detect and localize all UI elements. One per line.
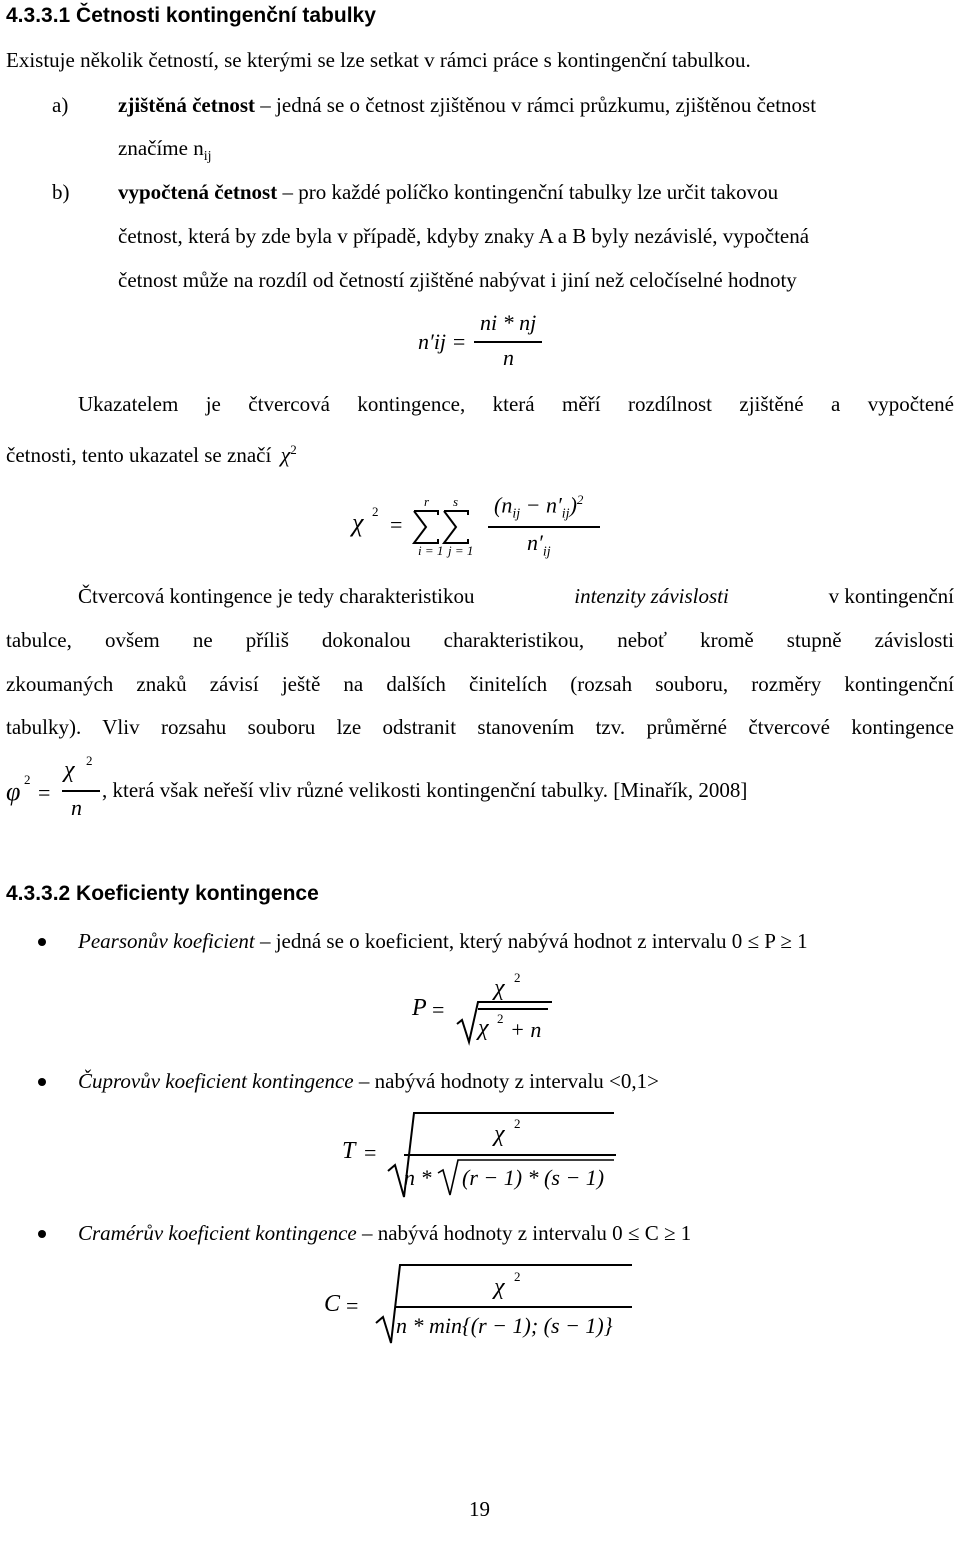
cuprov-fraction-bar [404,1154,616,1156]
item-a-line1-rest: – jedná se o četnost zjištěnou v rámci průzkumu, zjištěnou četnost [260,93,817,117]
formula-phi-text: , která však neřeší vliv různé velikosti kontingenční tabulky. [Minařík, 2008] [102,778,748,802]
ctv-line1-b: v kontingenční [828,584,954,608]
cuprov-formula-lhs: T [342,1138,356,1164]
intro-paragraph: Existuje několik četností, se kterými se lze setkat v rámci práce s kontingenční tabulkou. [6,48,751,72]
pearson-formula-lhs: P [412,995,427,1021]
formula-chi-fraction-bar [488,526,600,528]
cuprov-numerator: χ [494,1121,505,1147]
formula-chi-numerator [494,492,583,523]
cramer-name: Cramérův koeficient kontingence [78,1221,357,1245]
cuprov-formula-equals: = [364,1140,377,1165]
cuprov-name: Čuprovův koeficient kontingence [78,1069,354,1093]
formula-phi-denominator: n [71,795,82,820]
ctv-line1-em: intenzity závislosti [574,584,729,608]
item-b-term: vypočtená četnost [118,180,278,204]
cramer-denominator: n * min{(r − 1); (s − 1)} [396,1313,613,1338]
numerator-sub2: ij [561,506,570,522]
cramer-fraction-bar [396,1306,632,1308]
formula-nij-fraction-bar [474,341,542,343]
ctv-paragraph-line3: zkoumaných znaků závisí ještě na dalších činitelích (rozsah souboru, rozměry kontingenční [6,672,954,696]
denominator-part: n′ [527,530,543,555]
cramer-numerator-exp: 2 [514,1269,521,1284]
pearson-text: – jedná se o koeficient, který nabývá hodnot z intervalu 0 ≤ P ≥ 1 [259,929,808,953]
formula-chi-lhs-exp: 2 [372,504,379,519]
item-b-line2: četnost, která by zde byla v případě, kdyby znaky A a B byly nezávislé, vypočtená [118,224,810,248]
formula-phi-equals: = [38,780,51,805]
item-a-line1 [118,93,816,117]
cramer-text: – nabývá hodnoty z intervalu 0 ≤ C ≥ 1 [361,1221,692,1245]
pearson-fraction-bar [478,1008,548,1010]
bullet-icon [38,938,46,946]
bullet-icon [38,1078,46,1086]
cuprov-denominator-pre: n * [404,1165,432,1190]
formula-chi-denominator [527,530,551,560]
cramer-numerator: χ [494,1274,505,1300]
sum1-upper-limit: r [424,494,430,509]
bullet-icon [38,1230,46,1238]
sum2-lower-limit: j = 1 [448,543,474,558]
numerator-exp: 2 [576,492,584,507]
item-b-line3: četnost může na rozdíl od četností zjištěné nabývat i jiní než celočíselné hodnoty [118,268,797,292]
formula-phi-numerator: χ [64,757,75,783]
pearson-numerator-exp: 2 [514,970,521,985]
formula-phi-lhs: φ [6,777,21,806]
formula-chi-equals: = [390,512,403,537]
denominator-sub: ij [542,544,551,560]
sum2-upper-limit: s [453,494,459,509]
item-b-line1 [118,180,778,204]
cramer-line [78,1221,691,1245]
item-b-line1-rest: – pro každé políčko kontingenční tabulky lze určit takovou [282,180,779,204]
numerator-end: ) [569,492,577,518]
cuprov-line [78,1069,659,1093]
pearson-formula-equals: = [432,997,445,1022]
item-a-line2-sub: ij [203,149,212,165]
pearson-name: Pearsonův koeficient [78,929,255,953]
cramer-formula-equals: = [346,1293,359,1318]
chi-symbol: χ [280,442,291,467]
numerator-sub1: ij [512,506,521,522]
chi-symbol-exp: 2 [290,442,297,457]
chi-paragraph-line2 [6,438,297,467]
item-a-line2-pre: značíme n [118,136,204,160]
cuprov-numerator-exp: 2 [514,1116,521,1131]
formula-phi-fraction-bar [62,790,100,792]
page-number: 19 [469,1497,490,1521]
item-a-marker: a) [52,93,69,117]
pearson-denominator-exp: 2 [497,1011,504,1026]
pearson-line [78,929,808,953]
double-sum-icon [412,510,472,546]
cuprov-denominator-inner: (r − 1) * (s − 1) [462,1165,605,1190]
numerator-part1: (n [494,492,513,518]
item-a-term: zjištěná četnost [118,93,256,117]
section-heading-2: 4.3.3.2 Koeficienty kontingence [6,882,319,905]
item-b-marker: b) [52,180,70,204]
ctv-paragraph-line4: tabulky). Vliv rozsahu souboru lze odstranit stanovením tzv. průměrné čtvercové kontingence [6,715,954,739]
pearson-denominator: χ [478,1015,489,1041]
formula-chi-lhs: χ [352,508,364,537]
pearson-numerator: χ [494,975,505,1001]
formula-phi-numerator-exp: 2 [86,753,93,768]
cramer-formula-lhs: C [324,1291,341,1317]
sum1-lower-limit: i = 1 [418,543,444,558]
formula-phi-exp: 2 [24,772,31,787]
ctv-line1-a: Čtvercová kontingence je tedy charakteristikou [78,584,475,608]
formula-nij-denominator: n [503,345,514,370]
chi-paragraph-line1: Ukazatelem je čtvercová kontingence, která měří rozdílnost zjištěné a vypočtené [78,392,954,416]
ctv-paragraph-line2: tabulce, ovšem ne příliš dokonalou charakteristikou, neboť kromě stupně závislosti [6,628,954,652]
numerator-part2: − n′ [525,492,562,518]
formula-nij-numerator: ni * nj [480,310,537,335]
section-heading-1: 4.3.3.1 Četnosti kontingenční tabulky [6,4,376,27]
ctv-paragraph-line1 [78,584,954,608]
chi-paragraph-line2-text: četnosti, tento ukazatel se značí [6,443,272,467]
pearson-denominator-rest: + n [510,1017,542,1042]
formula-nij-lhs: n′ij = [418,329,467,354]
item-a-line2 [118,136,211,169]
cuprov-text: – nabývá hodnoty z intervalu <0,1> [358,1069,659,1093]
